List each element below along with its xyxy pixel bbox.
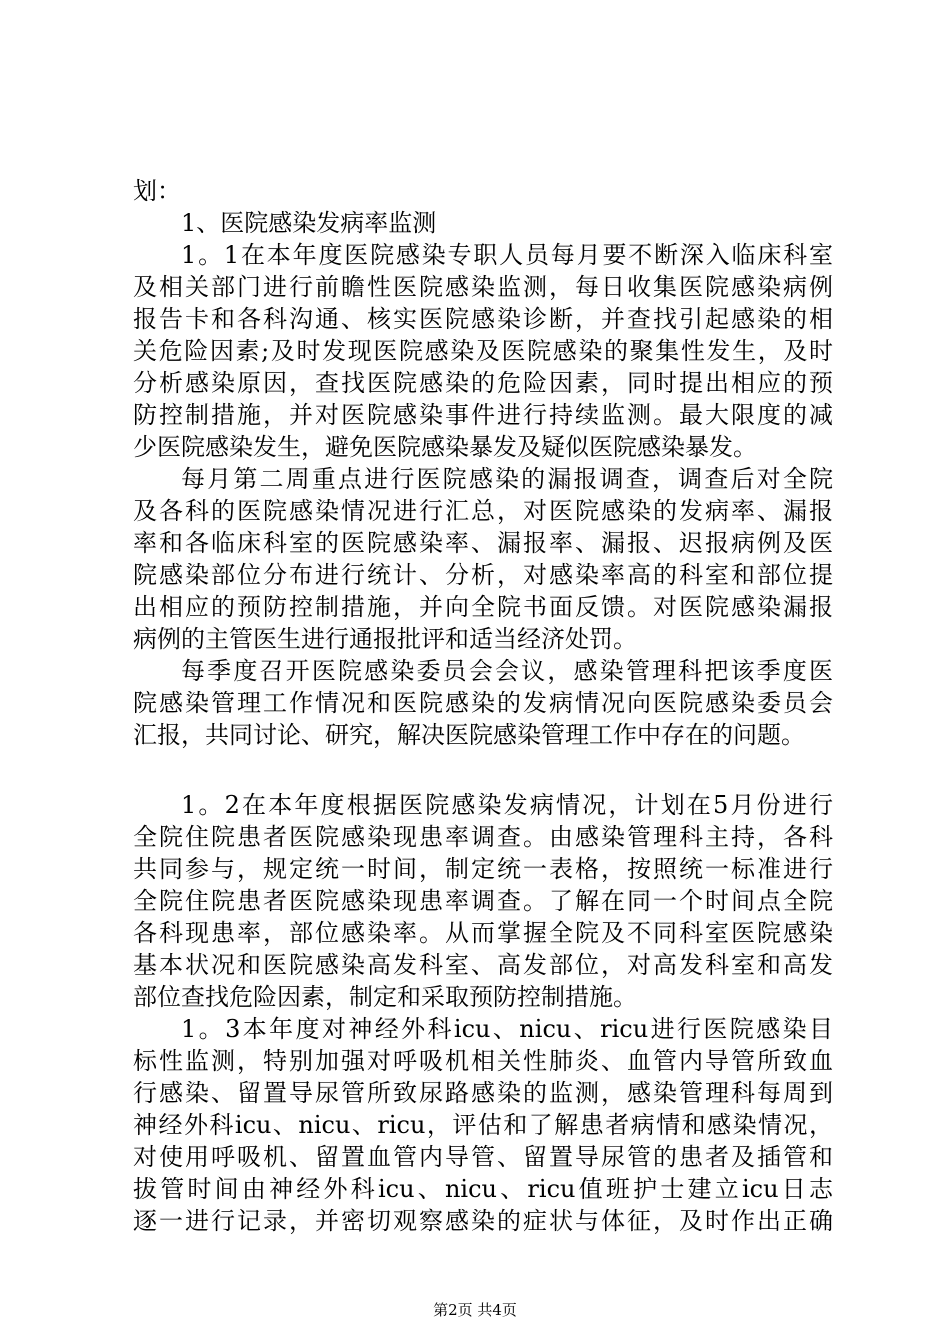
text-line: 防控制措施，并对医院感染事件进行持续监测。最大限度的减	[133, 401, 833, 429]
text-line: 院感染部位分布进行统计、分析，对感染率高的科室和部位提	[133, 561, 833, 589]
text-line: 率和各临床科室的医院感染率、漏报率、漏报、迟报病例及医	[133, 529, 833, 557]
text-line: 出相应的预防控制措施，并向全院书面反馈。对医院感染漏报	[133, 593, 833, 621]
text-line: 部位查找危险因素，制定和采取预防控制措施。	[133, 983, 637, 1011]
text-line: 全院住院患者医院感染现患率调查。了解在同一个时间点全院	[133, 887, 833, 915]
text-line: 少医院感染发生，避免医院感染暴发及疑似医院感染暴发。	[133, 433, 757, 461]
text-line: 各科现患率，部位感染率。从而掌握全院及不同科室医院感染	[133, 919, 833, 947]
text-line: 每季度召开医院感染委员会会议，感染管理科把该季度医	[181, 657, 833, 685]
text-line: 汇报，共同讨论、研究，解决医院感染管理工作中存在的问题。	[133, 721, 805, 749]
text-line: 及相关部门进行前瞻性医院感染监测，每日收集医院感染病例	[133, 273, 833, 301]
text-line: 1。3本年度对神经外科icu、nicu、ricu进行医院感染目	[181, 1015, 833, 1043]
text-line: 全院住院患者医院感染现患率调查。由感染管理科主持，各科	[133, 823, 833, 851]
text-line: 划：	[133, 177, 181, 205]
text-line: 拔管时间由神经外科icu、nicu、ricu值班护士建立icu日志	[133, 1175, 833, 1203]
text-line: 共同参与，规定统一时间，制定统一表格，按照统一标准进行	[133, 855, 833, 883]
text-line: 关危险因素;及时发现医院感染及医院感染的聚集性发生，及时	[133, 337, 833, 365]
text-line: 1。1在本年度医院感染专职人员每月要不断深入临床科室	[181, 241, 833, 269]
text-line: 标性监测，特别加强对呼吸机相关性肺炎、血管内导管所致血	[133, 1047, 833, 1075]
text-line: 分析感染原因，查找医院感染的危险因素，同时提出相应的预	[133, 369, 833, 397]
text-line: 每月第二周重点进行医院感染的漏报调查，调查后对全院	[181, 465, 833, 493]
text-line: 对使用呼吸机、留置血管内导管、留置导尿管的患者及插管和	[133, 1143, 833, 1171]
section-heading: 1、医院感染发病率监测	[181, 209, 437, 237]
document-body	[133, 175, 833, 1237]
text-line: 逐一进行记录，并密切观察感染的症状与体征，及时作出正确	[133, 1207, 833, 1235]
text-line: 院感染管理工作情况和医院感染的发病情况向医院感染委员会	[133, 689, 833, 717]
text-line: 1。2在本年度根据医院感染发病情况，计划在5月份进行	[181, 791, 833, 819]
text-line: 基本状况和医院感染高发科室、高发部位，对高发科室和高发	[133, 951, 833, 979]
text-line: 行感染、留置导尿管所致尿路感染的监测，感染管理科每周到	[133, 1079, 833, 1107]
text-line: 报告卡和各科沟通、核实医院感染诊断，并查找引起感染的相	[133, 305, 833, 333]
text-line: 及各科的医院感染情况进行汇总，对医院感染的发病率、漏报	[133, 497, 833, 525]
paragraph-spacer	[133, 751, 833, 789]
text-line: 神经外科icu、nicu、ricu，评估和了解患者病情和感染情况，	[133, 1111, 833, 1139]
text-line: 病例的主管医生进行通报批评和适当经济处罚。	[133, 625, 637, 653]
page-number-footer: 第2页 共4页	[433, 1301, 517, 1319]
